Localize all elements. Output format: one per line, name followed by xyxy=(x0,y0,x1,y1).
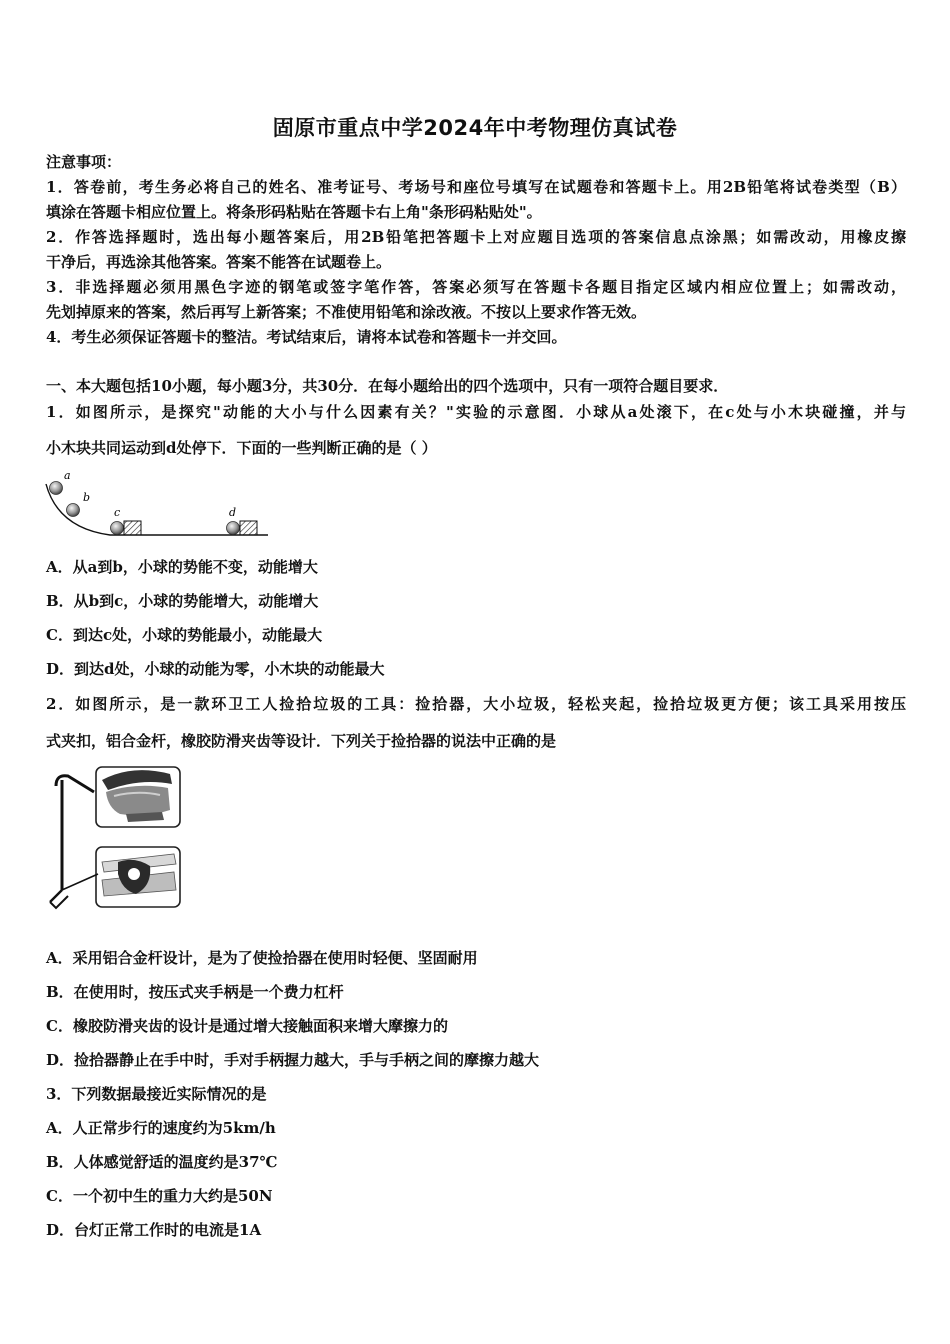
page-title: 固原市重点中学2024年中考物理仿真试卷 xyxy=(272,116,678,140)
q1-option-b: B．从b到c，小球的势能增大，动能增大 xyxy=(46,592,319,610)
q1-option-d: D．到达d处，小球的动能为零，小木块的动能最大 xyxy=(46,660,385,678)
q2-option-b: B．在使用时，按压式夹手柄是一个费力杠杆 xyxy=(46,983,344,1001)
notice-line-6: 先划掉原来的答案，然后再写上新答案；不准使用铅笔和涂改液。不按以上要求作答无效。 xyxy=(46,303,647,321)
q2-stem-line-1: 2．如图所示，是一款环卫工人捡拾垃圾的工具：捡拾器，大小垃圾，轻松夹起，捡拾垃圾更方便；该工具采用按压 xyxy=(46,695,906,713)
q2-option-d: D．捡拾器静止在手中时，手对手柄握力越大，手与手柄之间的摩擦力越大 xyxy=(46,1051,540,1069)
q1-option-c: C．到达c处，小球的势能最小，动能最大 xyxy=(46,626,323,644)
q3-option-c: C．一个初中生的重力大约是50N xyxy=(46,1187,273,1205)
q3-option-a: A．人正常步行的速度约为5km/h xyxy=(46,1119,276,1137)
q1-label-b: b xyxy=(83,491,91,504)
q1-option-a: A．从a到b，小球的势能不变，动能增大 xyxy=(46,558,318,576)
notice-heading: 注意事项： xyxy=(46,153,122,171)
q1-label-d: d xyxy=(229,506,237,519)
q3-option-b: B．人体感觉舒适的温度约是37℃ xyxy=(46,1153,278,1171)
q2-option-c: C．橡胶防滑夹齿的设计是通过增大接触面积来增大摩擦力的 xyxy=(46,1017,448,1035)
q3-stem: 3．下列数据最接近实际情况的是 xyxy=(46,1085,267,1103)
section-heading: 一、本大题包括10小题，每小题3分，共30分．在每小题给出的四个选项中，只有一项符合题目要求． xyxy=(46,377,729,395)
q1-label-a: a xyxy=(64,469,71,482)
notice-line-1: 1．答卷前，考生务必将自己的姓名、准考证号、考场号和座位号填写在试题卷和答题卡上。用2B铅笔将试卷类型（B） xyxy=(46,178,906,196)
q1-stem-line-2: 小木块共同运动到d处停下．下面的一些判断正确的是（ ） xyxy=(46,439,437,457)
notice-line-2: 填涂在答题卡相应位置上。将条形码粘贴在答题卡右上角"条形码粘贴处"。 xyxy=(46,203,542,221)
q1-stem-line-1: 1．如图所示，是探究"动能的大小与什么因素有关？"实验的示意图．小球从a处滚下，在c处与小木块碰撞，并与 xyxy=(46,403,906,421)
q2-stem-line-2: 式夹扣，铝合金杆，橡胶防滑夹齿等设计．下列关于捡拾器的说法中正确的是 xyxy=(46,732,557,750)
notice-line-7: 4．考生必须保证答题卡的整洁。考试结束后，请将本试卷和答题卡一并交回。 xyxy=(46,328,567,346)
q1-label-c: c xyxy=(114,506,121,519)
q1-figure-ramp xyxy=(40,466,275,542)
notice-line-3: 2．作答选择题时，选出每小题答案后，用2B铅笔把答题卡上对应题目选项的答案信息点涂黑；如需改动，用橡皮擦 xyxy=(46,228,906,246)
q2-option-a: A．采用铝合金杆设计，是为了使捡拾器在使用时轻便、坚固耐用 xyxy=(46,949,478,967)
q2-figure-grabber xyxy=(42,762,184,912)
notice-line-5: 3．非选择题必须用黑色字迹的钢笔或签字笔作答，答案必须写在答题卡各题目指定区域内相应位置上；如需改动， xyxy=(46,278,906,296)
q3-option-d: D．台灯正常工作时的电流是1A xyxy=(46,1221,262,1239)
notice-line-4: 干净后，再选涂其他答案。答案不能答在试题卷上。 xyxy=(46,253,392,271)
